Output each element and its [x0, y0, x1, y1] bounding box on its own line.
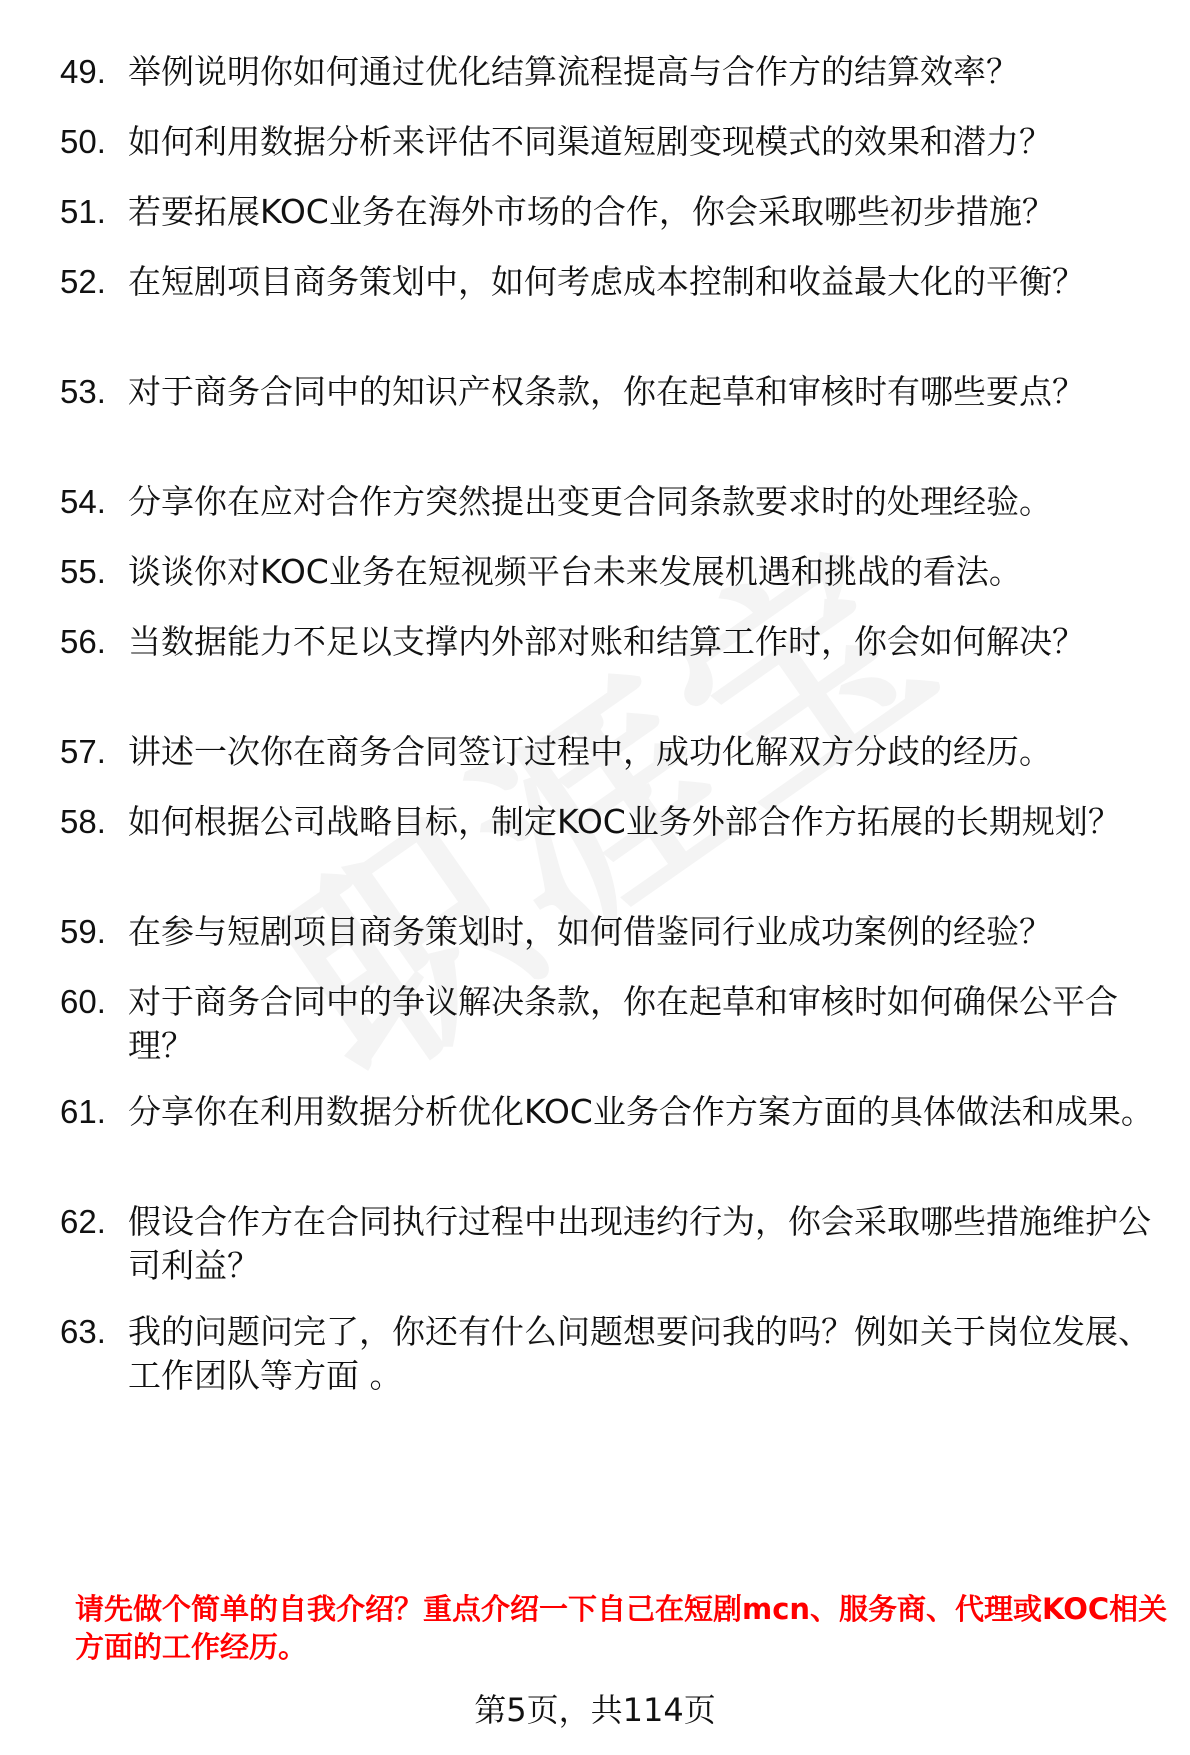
question-number: 62.: [60, 1203, 106, 1240]
question-text: 对于商务合同中的知识产权条款，你在起草和审核时有哪些要点？: [128, 372, 1085, 411]
question-text: 分享你在利用数据分析优化KOC业务合作方案方面的具体做法和成果。: [128, 1092, 1154, 1131]
question-number: 54.: [60, 483, 106, 520]
question-number: 51.: [60, 193, 106, 230]
question-text: 如何利用数据分析来评估不同渠道短剧变现模式的效果和潜力？: [128, 122, 1052, 161]
question-number: 57.: [60, 733, 106, 770]
question-text: 假设合作方在合同执行过程中出现违约行为，你会采取哪些措施维护公司利益？: [128, 1202, 1151, 1285]
question-number: 50.: [60, 123, 106, 160]
question-item: [60, 50, 1170, 94]
question-number: 55.: [60, 553, 106, 590]
question-item: [60, 480, 1170, 524]
question-text: 对于商务合同中的争议解决条款，你在起草和审核时如何确保公平合理？: [128, 982, 1118, 1065]
question-item: [60, 1200, 1170, 1288]
question-text: 举例说明你如何通过优化结算流程提高与合作方的结算效率？: [128, 52, 1019, 91]
question-number: 52.: [60, 263, 106, 300]
question-text: 如何根据公司战略目标，制定KOC业务外部合作方拓展的长期规划？: [128, 802, 1121, 841]
question-number: 63.: [60, 1313, 106, 1350]
question-text: 在参与短剧项目商务策划时，如何借鉴同行业成功案例的经验？: [128, 912, 1052, 951]
question-item: [60, 980, 1170, 1068]
question-item: [60, 1310, 1170, 1398]
question-text: 在短剧项目商务策划中，如何考虑成本控制和收益最大化的平衡？: [128, 262, 1085, 301]
question-item: [60, 800, 1170, 844]
question-item: [60, 550, 1170, 594]
question-text: 我的问题问完了，你还有什么问题想要问我的吗？例如关于岗位发展、工作团队等方面 。: [128, 1312, 1151, 1395]
question-item: [60, 120, 1170, 164]
intro-note: 请先做个简单的自我介绍？重点介绍一下自己在短剧mcn、服务商、代理或KOC相关方面的工作经历。: [75, 1592, 1168, 1664]
question-item: [60, 190, 1170, 234]
question-number: 59.: [60, 913, 106, 950]
question-item: [60, 370, 1170, 414]
question-item: [60, 730, 1170, 774]
question-number: 53.: [60, 373, 106, 410]
question-item: [60, 260, 1170, 304]
question-number: 56.: [60, 623, 106, 660]
question-item: [60, 620, 1170, 664]
page-footer: 第5页，共114页: [474, 1691, 716, 1729]
question-text: 谈谈你对KOC业务在短视频平台未来发展机遇和挑战的看法。: [128, 552, 1022, 591]
question-text: 讲述一次你在商务合同签订过程中，成功化解双方分歧的经历。: [128, 732, 1052, 771]
question-item: [60, 910, 1170, 954]
question-number: 58.: [60, 803, 106, 840]
question-text: 分享你在应对合作方突然提出变更合同条款要求时的处理经验。: [128, 482, 1052, 521]
question-text: 若要拓展KOC业务在海外市场的合作，你会采取哪些初步措施？: [128, 192, 1055, 231]
question-item: [60, 1090, 1170, 1134]
question-number: 61.: [60, 1093, 106, 1130]
question-text: 当数据能力不足以支撑内外部对账和结算工作时，你会如何解决？: [128, 622, 1085, 661]
question-number: 60.: [60, 983, 106, 1020]
question-number: 49.: [60, 53, 106, 90]
